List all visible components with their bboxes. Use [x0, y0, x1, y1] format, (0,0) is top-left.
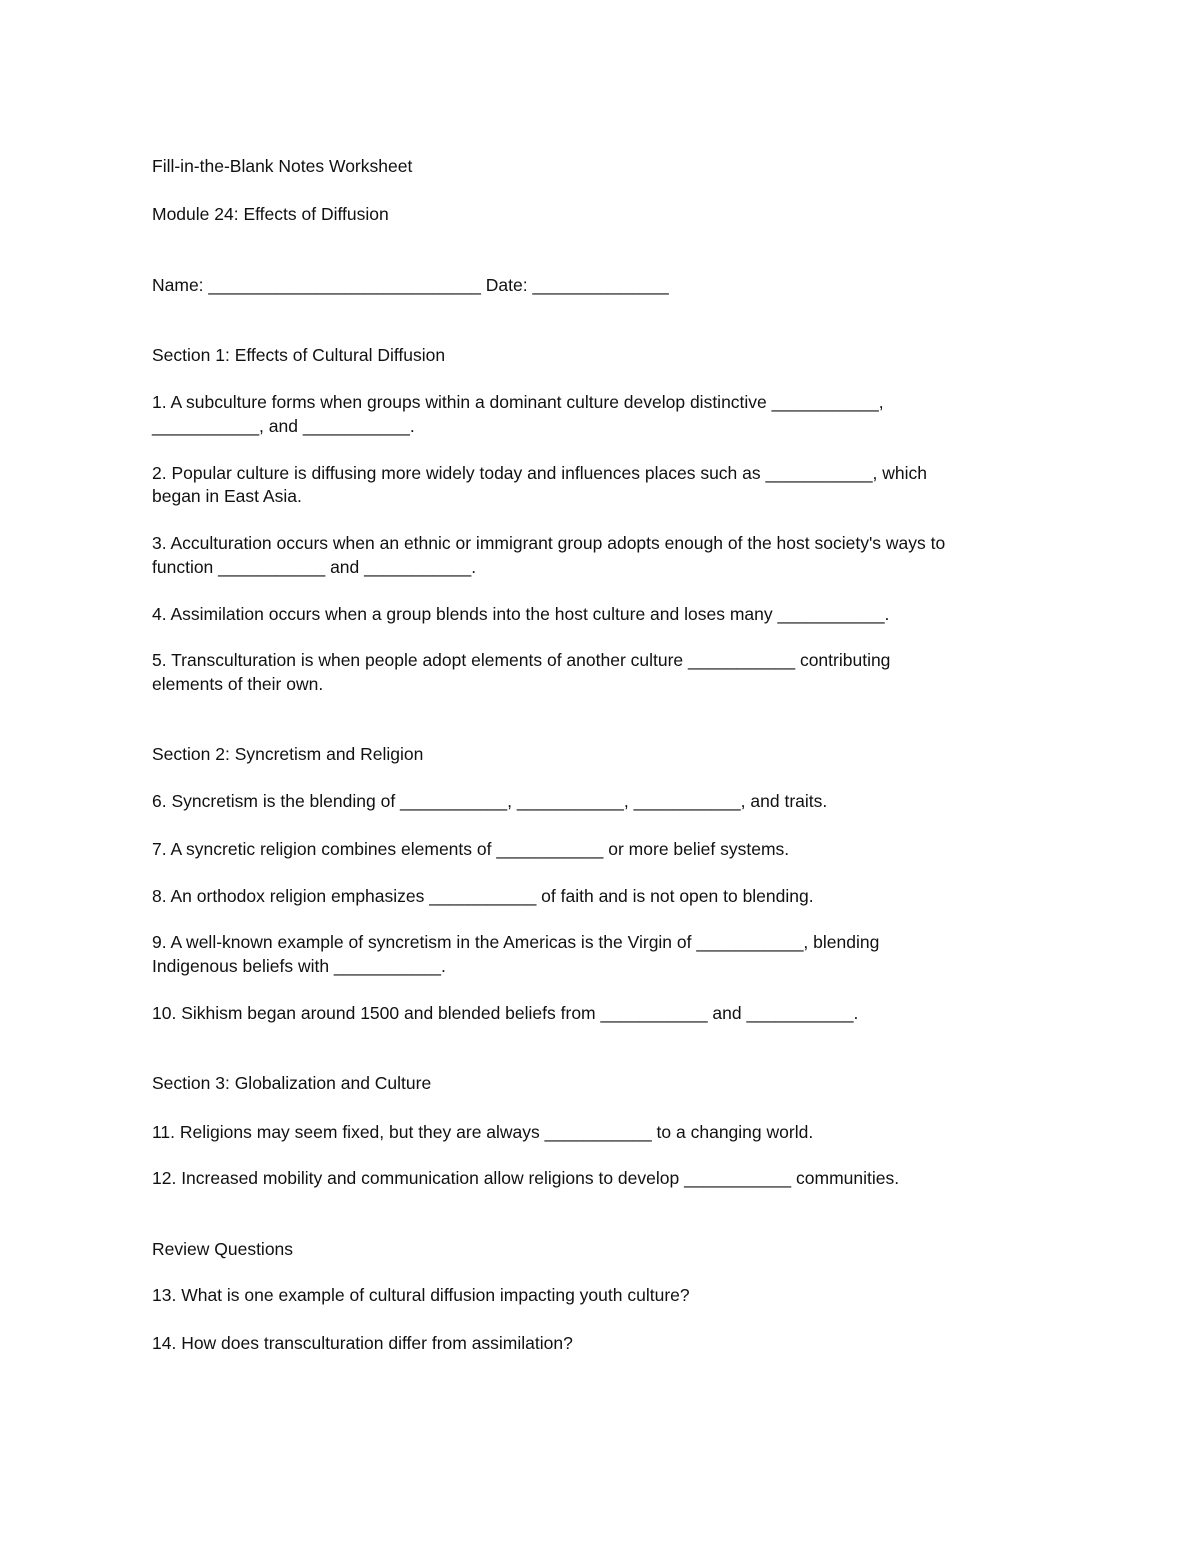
question-7: 7. A syncretic religion combines elements of ___________ or more belief systems.	[152, 839, 790, 859]
question-6: 6. Syncretism is the blending of ___________, ___________, ___________, and traits.	[152, 791, 828, 811]
question-9-line-2: Indigenous beliefs with ___________.	[152, 956, 446, 976]
module-title: Module 24: Effects of Diffusion	[152, 204, 389, 224]
question-3-line-2: function ___________ and ___________.	[152, 557, 477, 577]
name-date-line: Name: ____________________________ Date: ______________	[152, 275, 669, 295]
question-1-line-1: 1. A subculture forms when groups within a dominant culture develop distinctive ___________,	[152, 392, 884, 412]
section3-heading: Section 3: Globalization and Culture	[152, 1073, 432, 1093]
question-2-line-1: 2. Popular culture is diffusing more widely today and influences places such as ___________, which	[152, 463, 928, 483]
section2-heading: Section 2: Syncretism and Religion	[152, 744, 424, 764]
question-4: 4. Assimilation occurs when a group blends into the host culture and loses many ___________.	[152, 604, 890, 624]
question-14: 14. How does transculturation differ from assimilation?	[152, 1333, 573, 1353]
section1-heading: Section 1: Effects of Cultural Diffusion	[152, 345, 446, 365]
question-10: 10. Sikhism began around 1500 and blended beliefs from ___________ and ___________.	[152, 1003, 859, 1023]
worksheet-title: Fill-in-the-Blank Notes Worksheet	[152, 156, 413, 176]
question-5-line-2: elements of their own.	[152, 674, 324, 694]
question-13: 13. What is one example of cultural diffusion impacting youth culture?	[152, 1285, 690, 1305]
question-8: 8. An orthodox religion emphasizes ___________ of faith and is not open to blending.	[152, 886, 814, 906]
question-2-line-2: began in East Asia.	[152, 486, 302, 506]
question-3-line-1: 3. Acculturation occurs when an ethnic or immigrant group adopts enough of the host society's ways to	[152, 533, 946, 553]
question-5-line-1: 5. Transculturation is when people adopt elements of another culture ___________ contributing	[152, 650, 891, 670]
question-1-line-2: ___________, and ___________.	[152, 416, 415, 436]
question-12: 12. Increased mobility and communication allow religions to develop ___________ communities.	[152, 1168, 900, 1188]
question-11: 11. Religions may seem fixed, but they are always ___________ to a changing world.	[152, 1122, 814, 1142]
question-9-line-1: 9. A well-known example of syncretism in the Americas is the Virgin of ___________, blending	[152, 932, 880, 952]
review-heading: Review Questions	[152, 1239, 294, 1259]
